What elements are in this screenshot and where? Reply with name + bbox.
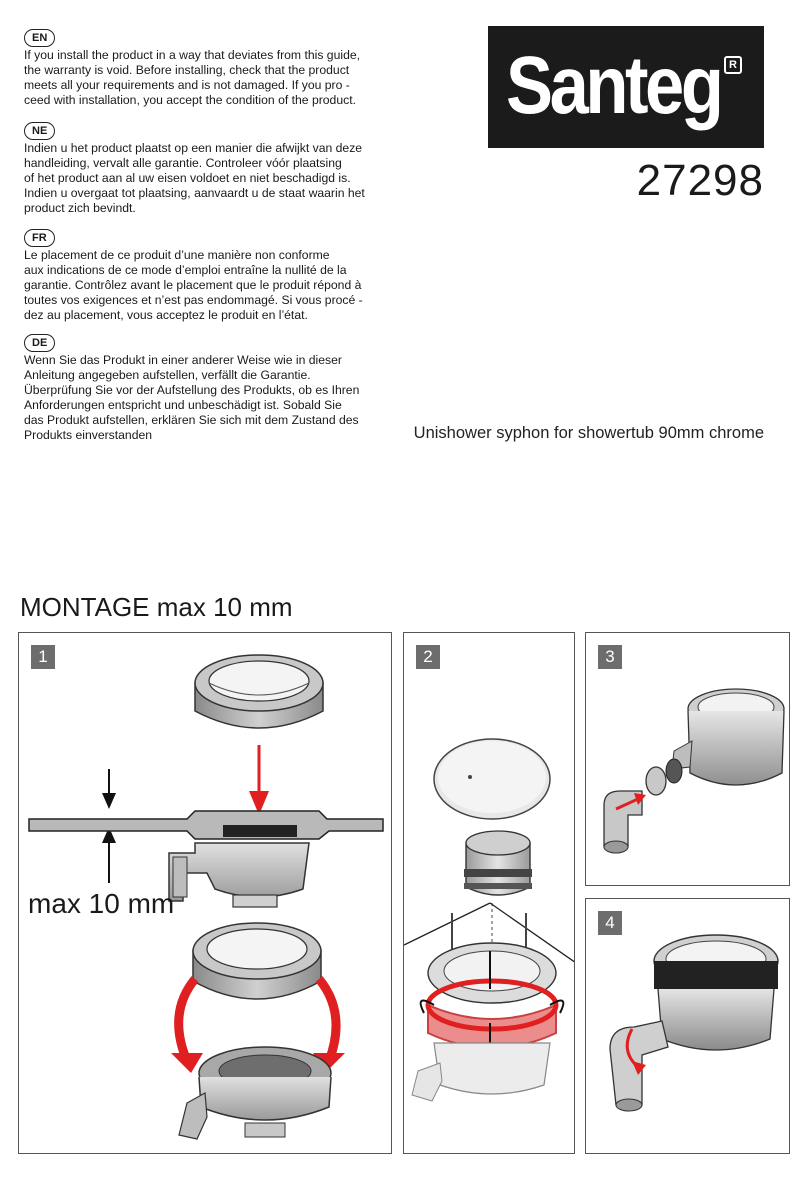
- max-depth-label: max 10 mm: [28, 888, 175, 919]
- step-number-3: 3: [598, 645, 622, 669]
- brand-logo: [488, 26, 764, 148]
- lang-text-de: Wenn Sie das Produkt in einer anderer Weise wie in dieser Anleitung angegeben aufstellen, verfällt die Garantie. Überprüfung Sie vor der Aufstellung des Produkts, ob es Ihren Anforderungen entspricht und unbeschädigt ist. Sobald Sie das Produkt aufstellen, erklären Sie sich mit dem Zustand des Produkts einverstanden: [24, 353, 360, 442]
- article-number: 27298: [636, 156, 764, 205]
- lang-badge-en: EN: [24, 29, 55, 47]
- down-arrow-icon: [249, 745, 269, 815]
- lang-block-en: [24, 28, 364, 108]
- montage-title: MONTAGE max 10 mm: [20, 592, 293, 622]
- syphon-body-icon: [169, 843, 309, 907]
- lower-ring-icon: [193, 923, 321, 999]
- lang-text-ne: Indien u het product plaatst op een manier die afwijkt van deze handleiding, vervalt alle garantie. Controleer vóór plaatsing of het product aan al uw eisen voldoet en niet beschadigd is. Indien u overgaat tot plaatsing, aanvaardt u de staat waarin het product zich bevindt.: [24, 141, 365, 215]
- top-ring-icon: [195, 655, 323, 728]
- lang-block-ne: [24, 121, 364, 216]
- lang-block-fr: [24, 228, 364, 323]
- step-4-panel: [585, 898, 790, 1154]
- syphon-body-icon: [434, 1043, 550, 1094]
- lang-text-fr: Le placement de ce produit d’une manière non conforme aux indications de ce mode d’emploi entraîne la nullité de la garantie. Contrôlez avant le placement que le produit répond à toutes vos exigences et n’est pas endommagé. Si vous procé - dez au placement, vous acceptez le produit en l’état.: [24, 248, 363, 322]
- step-2-panel: [403, 632, 575, 1154]
- step-3-illustration: [586, 633, 790, 886]
- step-number-2: 2: [416, 645, 440, 669]
- assembled-syphon-icon: [179, 1047, 331, 1139]
- lang-block-de: [24, 333, 364, 443]
- product-title: Unishower syphon for showertub 90mm chrome: [413, 424, 764, 442]
- step-number-1: 1: [31, 645, 55, 669]
- syphon-assembly-icon: [654, 935, 778, 1050]
- lang-text-en: If you install the product in a way that deviates from this guide, the warranty is void. Before installing, check that the product meets all your requirements and is not damaged. If you pro - ceed with installation, you accept the condition of the product.: [24, 48, 361, 107]
- step-4-illustration: [586, 899, 790, 1154]
- shower-tray-icon: [29, 811, 383, 839]
- step-number-4: 4: [598, 911, 622, 935]
- lang-badge-ne: NE: [24, 122, 55, 140]
- registered-mark: R: [724, 56, 742, 74]
- step-3-panel: [585, 632, 790, 886]
- flange-ring-icon: [428, 943, 556, 1048]
- step-2-illustration: [404, 633, 575, 1154]
- gasket-rings-icon: [646, 759, 682, 795]
- insert-cartridge-icon: [464, 831, 532, 895]
- lang-badge-fr: FR: [24, 229, 55, 247]
- lang-badge-de: DE: [24, 334, 55, 352]
- brand-name: Santeg: [506, 40, 721, 131]
- syphon-assembly-icon: [672, 689, 784, 785]
